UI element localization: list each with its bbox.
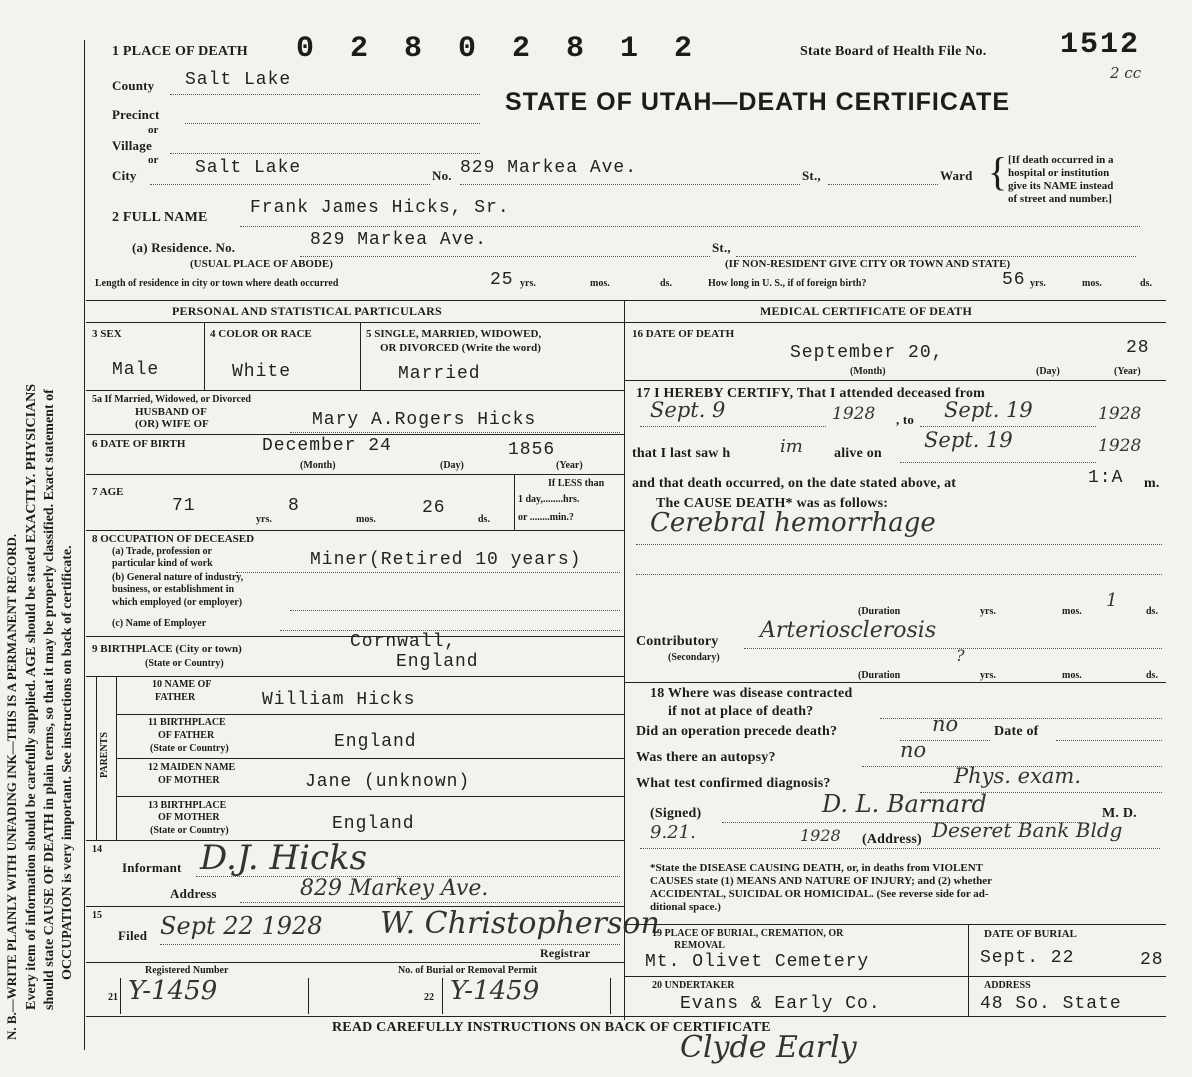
burial-permit-number: Y-1459: [450, 976, 540, 1006]
length-of-residence-label: Length of residence in city or town where death occurred: [95, 278, 339, 289]
county-label: County: [112, 78, 155, 93]
filed-date: Sept 22 1928: [160, 912, 323, 940]
signature-year: 1928: [800, 826, 841, 845]
alive-on-year: 1928: [1098, 436, 1142, 456]
autopsy-label: Was there an autopsy?: [636, 750, 776, 765]
marital-status-label-1: 5 SINGLE, MARRIED, WIDOWED,: [366, 328, 542, 340]
duration-ds-label-2: ds.: [1146, 670, 1158, 681]
disease-contracted-label-1: 18 Where was disease contracted: [650, 686, 853, 701]
ds-label-2: ds.: [1140, 278, 1152, 289]
time-meridian-label: m.: [1144, 476, 1160, 491]
registered-number-label: Registered Number: [145, 965, 229, 976]
certificate-title: STATE OF UTAH—DEATH CERTIFICATE: [505, 88, 1011, 116]
autopsy-value: no: [900, 738, 927, 762]
personal-section-header: PERSONAL AND STATISTICAL PARTICULARS: [172, 304, 442, 318]
mother-birthplace-label-1: 13 BIRTHPLACE: [148, 800, 227, 811]
birthplace-state-label: (State or Country): [145, 658, 224, 669]
duration-mos-label-2: mos.: [1062, 670, 1082, 681]
undertaker-signature: Clyde Early: [680, 1030, 857, 1065]
file-number: 1512: [1060, 28, 1141, 62]
burial-permit-label: No. of Burial or Removal Permit: [398, 965, 538, 976]
burial-date-label: DATE OF BURIAL: [984, 928, 1077, 940]
residence-label: (a) Residence. No.: [132, 240, 236, 255]
age-mos-caption: mos.: [356, 514, 376, 525]
street-suffix-label: St.,: [802, 168, 821, 183]
hospital-note-3: give its NAME instead: [1008, 180, 1114, 192]
city-value: Salt Lake: [195, 158, 302, 178]
birthplace-country: England: [396, 652, 479, 672]
operation-date-label: Date of: [994, 724, 1039, 739]
physician-address-label: (Address): [862, 832, 922, 847]
years-in-us: 56: [1002, 270, 1026, 290]
duration-ds-label-1: ds.: [1146, 606, 1158, 617]
parents-label: PARENTS: [99, 732, 110, 778]
dob-day-caption: (Day): [440, 460, 464, 471]
undertaker-address: 48 So. State: [980, 994, 1122, 1014]
certificate-serial-number: 0 2 8 0 2 8 1 2: [296, 32, 702, 66]
attended-to-year: 1928: [1098, 404, 1142, 424]
death-street-address: 829 Markea Ave.: [460, 158, 638, 178]
alive-on-label: alive on: [834, 446, 882, 461]
spouse-label-2: HUSBAND OF: [135, 406, 207, 418]
file-number-label: State Board of Health File No.: [800, 44, 987, 59]
last-saw-pronoun: im: [780, 436, 803, 457]
read-instructions-footer: READ CAREFULLY INSTRUCTIONS ON BACK OF CERTIFICATE: [332, 1020, 771, 1035]
filed-number: 15: [92, 910, 102, 921]
md-label: M. D.: [1102, 806, 1137, 821]
registered-number: Y-1459: [128, 976, 218, 1006]
undertaker-address-label: ADDRESS: [984, 980, 1031, 991]
duration-mos-label-1: mos.: [1062, 606, 1082, 617]
contributory-duration: ?: [956, 646, 965, 665]
race-value: White: [232, 362, 292, 382]
footnote-line-4: ditional space.): [650, 901, 721, 913]
mother-birthplace-label-3: (State or Country): [150, 825, 229, 836]
burial-date: Sept. 22: [980, 948, 1075, 968]
time-of-death: 1:A: [1088, 468, 1124, 488]
birthplace-city: Cornwall,: [350, 632, 457, 652]
father-birthplace-label-2: OF FATHER: [158, 730, 215, 741]
date-of-death: September 20,: [790, 343, 944, 363]
occupation-b-label-2: business, or establishment in: [112, 584, 235, 595]
dod-year-caption: (Year): [1114, 366, 1141, 377]
mother-birthplace-label-2: OF MOTHER: [158, 812, 220, 823]
occupation-label: 8 OCCUPATION OF DECEASED: [92, 533, 255, 545]
father-birthplace-label-1: 11 BIRTHPLACE: [148, 717, 226, 728]
duration-yrs-label-1: yrs.: [980, 606, 996, 617]
duration-yrs-label-2: yrs.: [980, 670, 996, 681]
mos-label-1: mos.: [590, 278, 610, 289]
hospital-note-1: [If death occurred in a: [1008, 154, 1114, 166]
physician-signature: D. L. Barnard: [822, 790, 987, 818]
birthplace-label: 9 BIRTHPLACE (City or town): [92, 643, 242, 655]
dod-day-caption: (Day): [1036, 366, 1060, 377]
cause-of-death-label: The CAUSE DEATH* was as follows:: [656, 496, 889, 511]
date-of-death-label: 16 DATE OF DEATH: [632, 328, 735, 340]
filed-label: Filed: [118, 928, 148, 943]
duration-label-2: (Duration: [858, 670, 901, 681]
less-than-label-3: or ........min.?: [518, 512, 574, 523]
father-birthplace: England: [334, 732, 417, 752]
burial-year: 28: [1140, 950, 1164, 970]
precinct-label: Precinct: [112, 107, 160, 122]
age-yrs-caption: yrs.: [256, 514, 272, 525]
father-name-label-1: 10 NAME OF: [152, 679, 212, 690]
duration-months: 1: [1106, 590, 1118, 611]
age-ds-caption: ds.: [478, 514, 490, 525]
burial-place-label-1: 19 PLACE OF BURIAL, CREMATION, OR: [652, 928, 844, 939]
occupation-a-label-1: (a) Trade, profession or: [112, 546, 212, 557]
race-label: 4 COLOR OR RACE: [210, 328, 312, 340]
yrs-label-2: yrs.: [1030, 278, 1046, 289]
footnote-line-1: *State the DISEASE CAUSING DEATH, or, in deaths from VIOLENT: [650, 862, 984, 874]
dob-month-caption: (Month): [300, 460, 336, 471]
employer-label: (c) Name of Employer: [112, 618, 207, 629]
birth-year: 1856: [508, 440, 556, 460]
deceased-full-name: Frank James Hicks, Sr.: [250, 198, 510, 218]
physician-address: Deseret Bank Bldg: [932, 818, 1123, 842]
occupation-a-label-2: particular kind of work: [112, 558, 213, 569]
footnote-line-2: CAUSES state (1) MEANS AND NATURE OF INJURY; and (2) whether: [650, 875, 993, 887]
marital-status-label-2: OR DIVORCED (Write the word): [380, 342, 541, 354]
operation-label: Did an operation precede death?: [636, 724, 838, 739]
mos-label-2: mos.: [1082, 278, 1102, 289]
county-value: Salt Lake: [185, 70, 292, 90]
alive-on-date: Sept. 19: [924, 428, 1013, 452]
cause-of-death: Cerebral hemorrhage: [650, 508, 936, 538]
undertaker-label: 20 UNDERTAKER: [652, 980, 735, 991]
occupation-b-label-3: which employed (or employer): [112, 597, 243, 608]
full-name-label: 2 FULL NAME: [112, 210, 208, 225]
footnote-line-3: ACCIDENTAL, SUICIDAL OR HOMICIDAL. (See reverse side for ad-: [650, 888, 989, 900]
or-label-1: or: [148, 124, 159, 136]
ds-label-1: ds.: [660, 278, 672, 289]
contributory-cause: Arteriosclerosis: [760, 618, 937, 643]
death-occurred-label: and that death occurred, on the date stated above, at: [632, 476, 957, 491]
spouse-label-3: (OR) WIFE OF: [135, 418, 209, 430]
operation-value: no: [932, 712, 959, 736]
contributory-label: Contributory: [636, 634, 719, 649]
age-years: 71: [172, 496, 196, 516]
father-name: William Hicks: [262, 690, 416, 710]
less-than-label-2: 1 day,........hrs.: [518, 494, 580, 505]
marital-status-value: Married: [398, 364, 481, 384]
hospital-note-4: of street and number.]: [1008, 193, 1112, 205]
certify-label: 17 I HEREBY CERTIFY, That I attended deceased from: [636, 386, 986, 401]
age-days: 26: [422, 498, 446, 518]
mother-maiden-name: Jane (unknown): [305, 772, 471, 792]
yrs-label-1: yrs.: [520, 278, 536, 289]
side-note-line-4: OCCUPATION is very important. See instructions on back of certificate.: [60, 545, 75, 980]
sex-value: Male: [112, 360, 160, 380]
death-year: 28: [1126, 338, 1150, 358]
date-of-birth: December 24: [262, 436, 392, 456]
occupation-b-label-1: (b) General nature of industry,: [112, 572, 244, 583]
mother-name-label-2: OF MOTHER: [158, 775, 220, 786]
registrar-signature: W. Christopherson: [380, 906, 660, 941]
usual-abode-label: (USUAL PLACE OF ABODE): [190, 258, 333, 270]
father-name-label-2: FATHER: [155, 692, 196, 703]
residence-street-label: St.,: [712, 240, 731, 255]
informant-signature: D.J. Hicks: [200, 838, 368, 878]
side-note-line-2: Every item of information should be carefully supplied. AGE should be stated EXACTLY. PHYSICIANS: [24, 383, 39, 1010]
less-than-label-1: If LESS than: [548, 478, 605, 489]
spouse-label-1: 5a If Married, Widowed, or Divorced: [92, 394, 251, 405]
attended-to-label: , to: [896, 412, 915, 427]
informant-address-label: Address: [170, 886, 217, 901]
street-number-label: No.: [432, 168, 452, 183]
disease-contracted-label-2: if not at place of death?: [668, 704, 814, 719]
informant-number: 14: [92, 844, 102, 855]
duration-label-1: (Duration: [858, 606, 901, 617]
diagnosis-test-label: What test confirmed diagnosis?: [636, 776, 831, 791]
city-label: City: [112, 168, 137, 183]
hospital-note-2: hospital or institution: [1008, 167, 1110, 179]
informant-address: 829 Markey Ave.: [300, 876, 489, 901]
signed-label: (Signed): [650, 806, 702, 821]
last-saw-label: that I last saw h: [632, 446, 731, 461]
non-resident-label: (IF NON-RESIDENT GIVE CITY OR TOWN AND STATE): [725, 258, 1011, 270]
burial-place-label-2: REMOVAL: [674, 940, 725, 951]
mother-name-label-1: 12 MAIDEN NAME: [148, 762, 236, 773]
ward-label: Ward: [940, 168, 973, 183]
date-of-birth-label: 6 DATE OF BIRTH: [92, 438, 186, 450]
sex-label: 3 SEX: [92, 328, 122, 340]
age-months: 8: [288, 496, 300, 516]
occupation-value: Miner(Retired 10 years): [310, 550, 582, 570]
residence-address: 829 Markea Ave.: [310, 230, 488, 250]
diagnosis-test: Phys. exam.: [954, 764, 1082, 788]
burial-permit-index: 22: [424, 992, 434, 1003]
how-long-in-us-label: How long in U. S., if of foreign birth?: [708, 278, 867, 289]
mother-birthplace: England: [332, 814, 415, 834]
attended-from: Sept. 9: [650, 398, 726, 422]
dob-year-caption: (Year): [556, 460, 583, 471]
medical-section-header: MEDICAL CERTIFICATE OF DEATH: [760, 304, 972, 318]
side-note-line-3: should state CAUSE OF DEATH in plain terms, so that it may be properly classified. Exact statement of: [42, 389, 57, 1010]
spouse-name: Mary A.Rogers Hicks: [312, 410, 537, 430]
left-margin-rule: [84, 40, 85, 1050]
side-note-permanent-record: N. B.—WRITE PLAINLY WITH UNFADING INK—THIS IS A PERMANENT RECORD.: [4, 533, 19, 1040]
secondary-label: (Secondary): [668, 652, 720, 663]
or-label-2: or: [148, 154, 159, 166]
age-label: 7 AGE: [92, 486, 124, 498]
registrar-label: Registrar: [540, 946, 591, 960]
dod-month-caption: (Month): [850, 366, 886, 377]
attended-to: Sept. 19: [944, 398, 1033, 422]
attended-from-year: 1928: [832, 404, 876, 424]
village-label: Village: [112, 138, 152, 153]
place-of-death-label: 1 PLACE OF DEATH: [112, 44, 248, 59]
file-number-suffix: 2 cc: [1110, 64, 1142, 82]
burial-place: Mt. Olivet Cemetery: [645, 952, 870, 972]
residence-length-years: 25: [490, 270, 514, 290]
signature-date: 9.21.: [650, 822, 696, 843]
father-birthplace-label-3: (State or Country): [150, 743, 229, 754]
registered-number-index: 21: [108, 992, 118, 1003]
informant-label: Informant: [122, 860, 182, 875]
undertaker-name: Evans & Early Co.: [680, 994, 881, 1014]
